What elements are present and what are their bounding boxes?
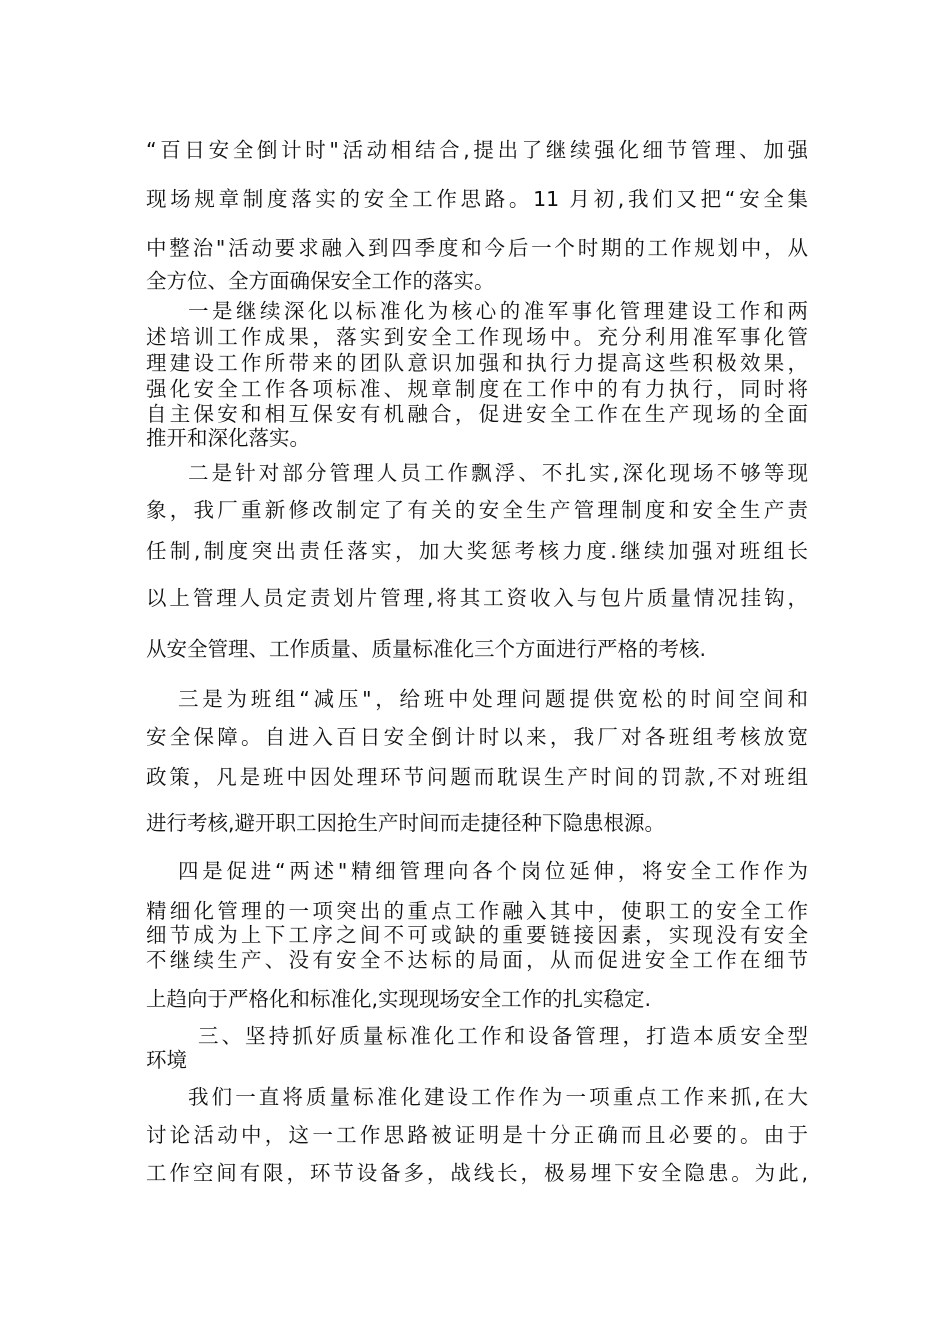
text-line: 现场规章制度落实的安全工作思路。11 月初,我们又把“安全集: [146, 187, 808, 211]
text-line: 讨论活动中，这一工作思路被证明是十分正确而且必要的。由于: [146, 1123, 808, 1147]
section-heading-continued: 环境: [146, 1048, 187, 1072]
text-line: 上趋向于严格化和标准化,实现现场安全工作的扎实稳定.: [146, 987, 652, 1011]
text-line: 细节成为上下工序之间不可或缺的重要链接因素，实现没有安全: [146, 923, 808, 947]
paragraph-first-line: 三是为班组“减压"，给班中处理问题提供宽松的时间空间和: [178, 687, 808, 711]
text-line: 推开和深化落实。: [146, 426, 310, 450]
section-heading: 三、坚持抓好质量标准化工作和设备管理，打造本质安全型: [198, 1024, 808, 1048]
text-line: 进行考核,避开职工因抢生产时间而走捷径种下隐患根源。: [146, 811, 666, 835]
paragraph-first-line: 我们一直将质量标准化建设工作作为一项重点工作来抓,在大: [188, 1085, 808, 1109]
text-line: 中整治"活动要求融入到四季度和今后一个时期的工作规划中，从: [146, 236, 808, 260]
text-line: 以上管理人员定责划片管理,将其工资收入与包片质量情况挂钩，: [146, 586, 808, 610]
text-line: 从安全管理、工作质量、质量标准化三个方面进行严格的考核.: [146, 637, 707, 661]
text-line: 政策，凡是班中因处理环节问题而耽误生产时间的罚款,不对班组: [146, 765, 808, 789]
text-line: “百日安全倒计时"活动相结合,提出了继续强化细节管理、加强: [146, 138, 808, 162]
paragraph-first-line: 二是针对部分管理人员工作飘浮、不扎实,深化现场不够等现: [188, 461, 808, 485]
text-line: 述培训工作成果，落实到安全工作现场中。充分利用准军事化管: [146, 325, 808, 349]
text-line: 自主保安和相互保安有机融合，促进安全工作在生产现场的全面: [146, 402, 808, 426]
paragraph-first-line: 四是促进“两述"精细管理向各个岗位延伸，将安全工作作为: [178, 859, 808, 883]
text-line: 精细化管理的一项突出的重点工作融入其中，使职工的安全工作: [146, 899, 808, 923]
text-line: 任制,制度突出责任落实，加大奖惩考核力度.继续加强对班组长: [146, 539, 808, 563]
paragraph-first-line: 一是继续深化以标准化为核心的准军事化管理建设工作和两: [188, 299, 808, 323]
text-line: 安全保障。自进入百日安全倒计时以来，我厂对各班组考核放宽: [146, 725, 808, 749]
text-line: 象，我厂重新修改制定了有关的安全生产管理制度和安全生产责: [146, 498, 808, 522]
text-line: 全方位、全方面确保安全工作的落实。: [146, 269, 495, 293]
text-line: 不继续生产、没有安全不达标的局面，从而促进安全工作在细节: [146, 948, 808, 972]
text-line: 理建设工作所带来的团队意识加强和执行力提高这些积极效果，: [146, 351, 808, 375]
text-line: 强化安全工作各项标准、规章制度在工作中的有力执行，同时将: [146, 377, 808, 401]
text-line: 工作空间有限，环节设备多，战线长，极易埋下安全隐患。为此,: [146, 1161, 808, 1185]
